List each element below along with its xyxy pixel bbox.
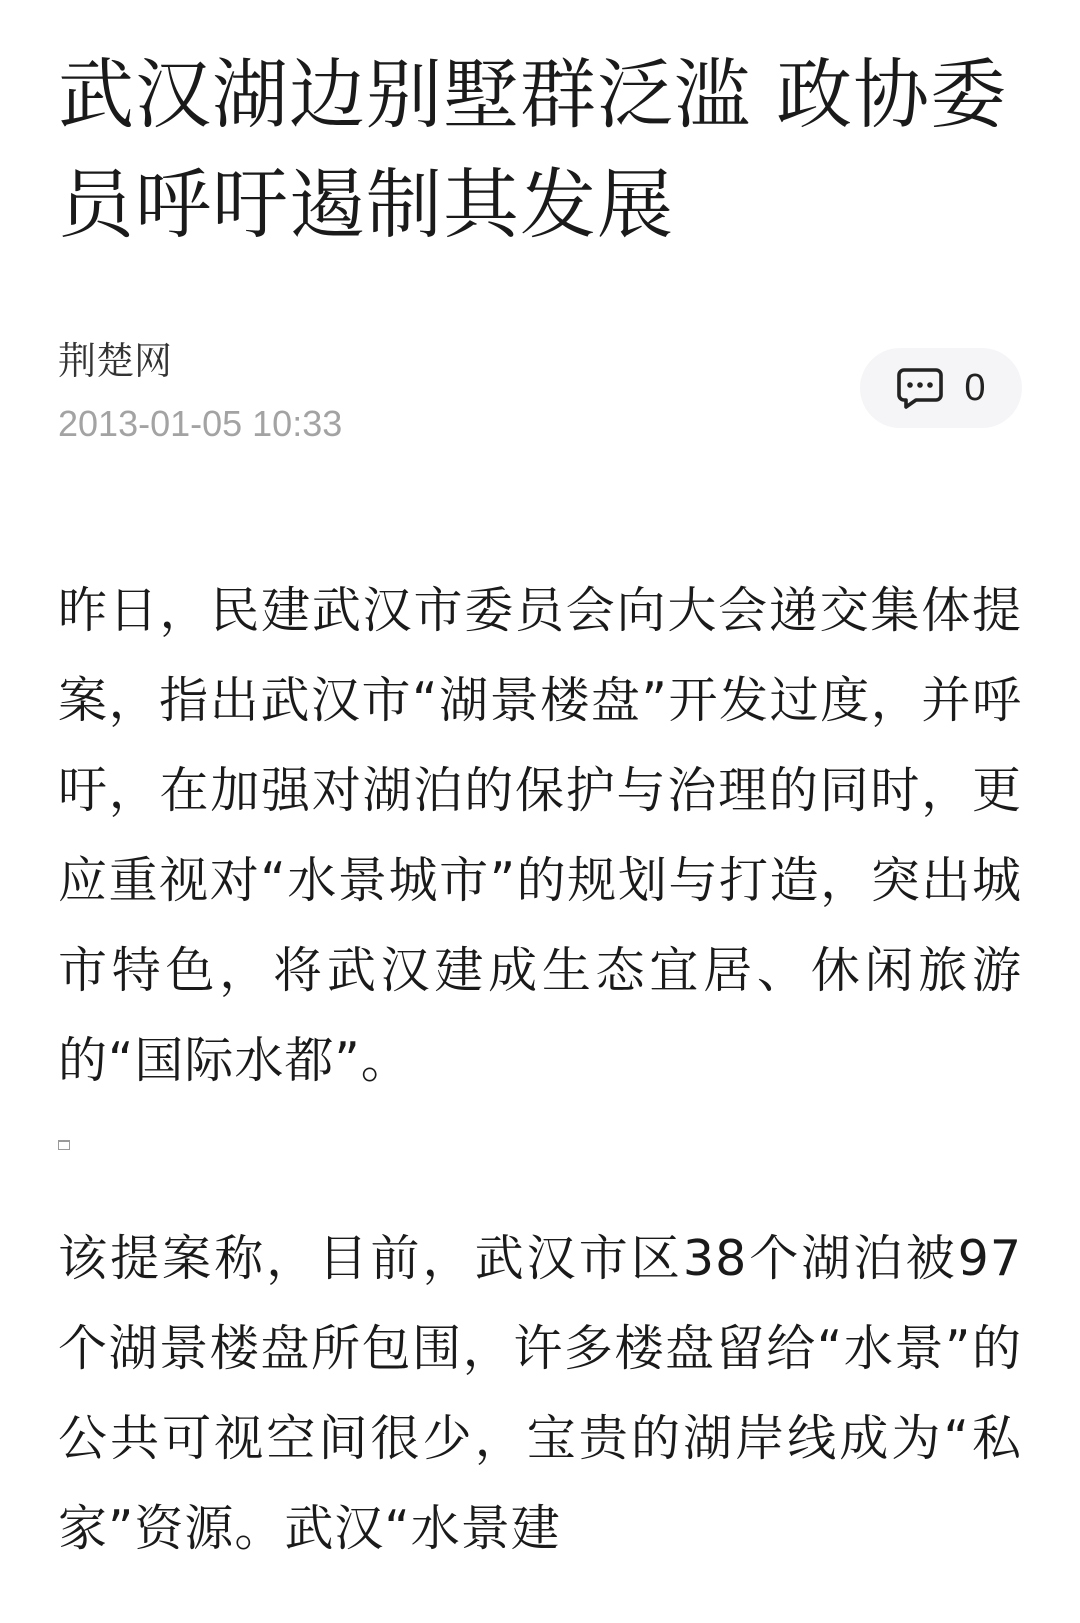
article (58, 0, 1022, 1574)
article-paragraph: 该提案称，目前，武汉市区38个湖泊被97个湖景楼盘所包围，许多楼盘留给“水景”的公共可视空间很少，宝贵的湖岸线成为“私家”资源。武汉“水景建 (58, 1230, 1022, 1557)
comment-bubble-icon (896, 366, 944, 410)
article-meta (58, 336, 1022, 446)
comment-button[interactable] (860, 348, 1022, 428)
article-paragraph: 昨日，民建武汉市委员会向大会递交集体提案，指出武汉市“湖景楼盘”开发过度，并呼吁，在加强对湖泊的保护与治理的同时，更应重视对“水景城市”的规划与打造，突出城市特色，将武汉建成生态宜居、休闲旅游的“国际水都”。 (58, 582, 1022, 1089)
publish-datetime: 2013-01-05 10:33 (58, 403, 343, 444)
comment-count: 0 (964, 367, 986, 409)
article-source[interactable]: 荆楚网 (58, 339, 173, 383)
article-title: 武汉湖边别墅群泛滥 政协委员呼吁遏制其发展 (58, 50, 1008, 249)
broken-image-icon[interactable] (58, 1140, 70, 1150)
